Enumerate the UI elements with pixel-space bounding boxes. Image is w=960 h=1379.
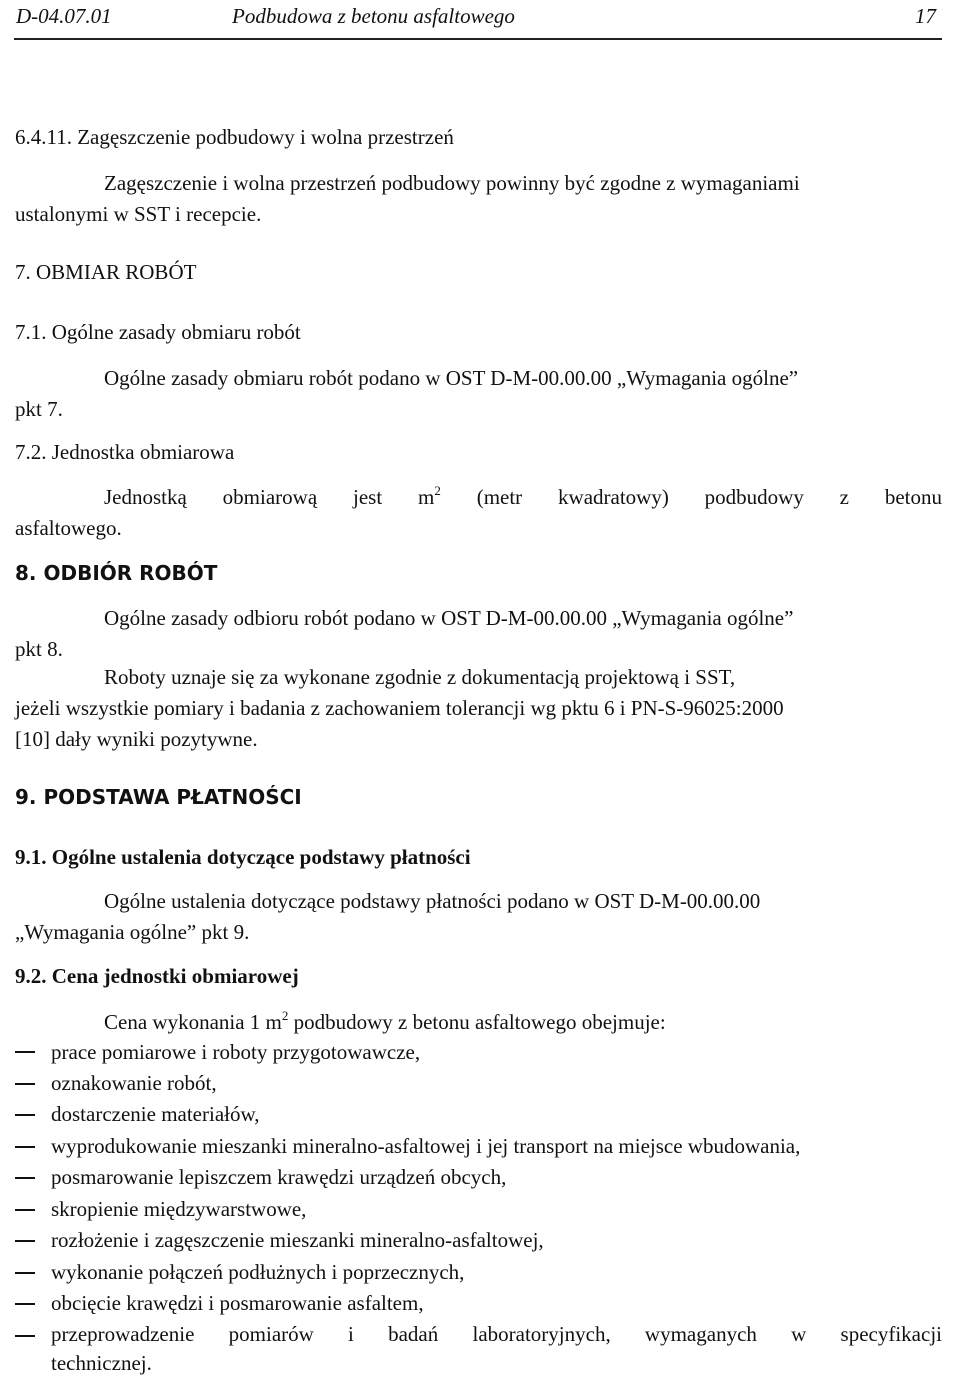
heading-7-2: 7.2. Jednostka obmiarowa (15, 440, 235, 464)
paragraph-line: jeżeli wszystkie pomiary i badania z zachowaniem tolerancji wg pktu 6 i PN-S-96025:2000 (15, 696, 784, 720)
dash-icon (15, 1303, 35, 1305)
text-span: podbudowy z betonu asfaltowego obejmuje: (293, 1010, 666, 1034)
heading-7-1: 7.1. Ogólne zasady obmiaru robót (15, 320, 301, 344)
superscript: 2 (281, 1008, 289, 1023)
text-span: Cena wykonania 1 m (104, 1010, 282, 1034)
list-item-continuation: technicznej. (51, 1351, 152, 1375)
paragraph-line: Ogólne zasady odbioru robót podano w OST D-M-00.00.00 „Wymagania ogólne” (104, 606, 794, 630)
paragraph-line: [10] dały wyniki pozytywne. (15, 727, 258, 751)
dash-icon (15, 1051, 35, 1053)
document-title: Podbudowa z betonu asfaltowego (232, 4, 515, 28)
paragraph-line: „Wymagania ogólne” pkt 9. (15, 920, 250, 944)
list-item: skropienie międzywarstwowe, (51, 1197, 307, 1221)
dash-icon (15, 1114, 35, 1116)
dash-icon (15, 1272, 35, 1274)
paragraph-line: Zagęszczenie i wolna przestrzeń podbudowy powinny być zgodne z wymaganiami (104, 171, 800, 195)
heading-8: 8. ODBIÓR ROBÓT (15, 561, 218, 585)
paragraph-line: pkt 7. (15, 397, 63, 421)
heading-9-2: 9.2. Cena jednostki obmiarowej (15, 964, 299, 988)
text-span: Jednostką obmiarową jest m (104, 485, 435, 509)
paragraph-line: Roboty uznaje się za wykonane zgodnie z dokumentacją projektową i SST, (104, 665, 736, 689)
dash-icon (15, 1146, 35, 1148)
dash-icon (15, 1209, 35, 1211)
dash-icon (15, 1177, 35, 1179)
list-item: przeprowadzenie pomiarów i badań laboratoryjnych, wymaganych w specyfikacji (51, 1322, 942, 1346)
paragraph-line: Ogólne zasady obmiaru robót podano w OST D-M-00.00.00 „Wymagania ogólne” (104, 366, 799, 390)
list-item: obcięcie krawędzi i posmarowanie asfaltem, (51, 1291, 424, 1315)
page-number: 17 (915, 4, 936, 28)
list-item: wyprodukowanie mieszanki mineralno-asfaltowej i jej transport na miejsce wbudowania, (51, 1134, 801, 1158)
paragraph-line: pkt 8. (15, 637, 63, 661)
text-span: (metr kwadratowy) podbudowy z betonu (476, 485, 943, 509)
paragraph-line: asfaltowego. (15, 516, 122, 540)
superscript: 2 (434, 483, 441, 498)
list-item: prace pomiarowe i roboty przygotowawcze, (51, 1040, 421, 1064)
dash-icon (15, 1335, 35, 1337)
dash-icon (15, 1240, 35, 1242)
document-code: D-04.07.01 (16, 4, 112, 28)
list-item: oznakowanie robót, (51, 1071, 217, 1095)
heading-9-1: 9.1. Ogólne ustalenia dotyczące podstawy płatności (15, 845, 471, 869)
list-item: rozłożenie i zagęszczenie mieszanki mineralno-asfaltowej, (51, 1228, 544, 1252)
paragraph-line (104, 1009, 942, 1035)
paragraph-line (104, 484, 942, 510)
heading-9: 9. PODSTAWA PŁATNOŚCI (15, 785, 302, 809)
dash-icon (15, 1083, 35, 1085)
list-item: dostarczenie materiałów, (51, 1102, 260, 1126)
list-item: posmarowanie lepiszczem krawędzi urządzeń obcych, (51, 1165, 507, 1189)
heading-7: 7. OBMIAR ROBÓT (15, 260, 197, 284)
paragraph-line: Ogólne ustalenia dotyczące podstawy płatności podano w OST D-M-00.00.00 (104, 889, 761, 913)
paragraph-line: ustalonymi w SST i recepcie. (15, 202, 262, 226)
page-header (14, 0, 942, 40)
list-item: wykonanie połączeń podłużnych i poprzecznych, (51, 1260, 465, 1284)
heading-6-4-11: 6.4.11. Zagęszczenie podbudowy i wolna przestrzeń (15, 125, 454, 149)
